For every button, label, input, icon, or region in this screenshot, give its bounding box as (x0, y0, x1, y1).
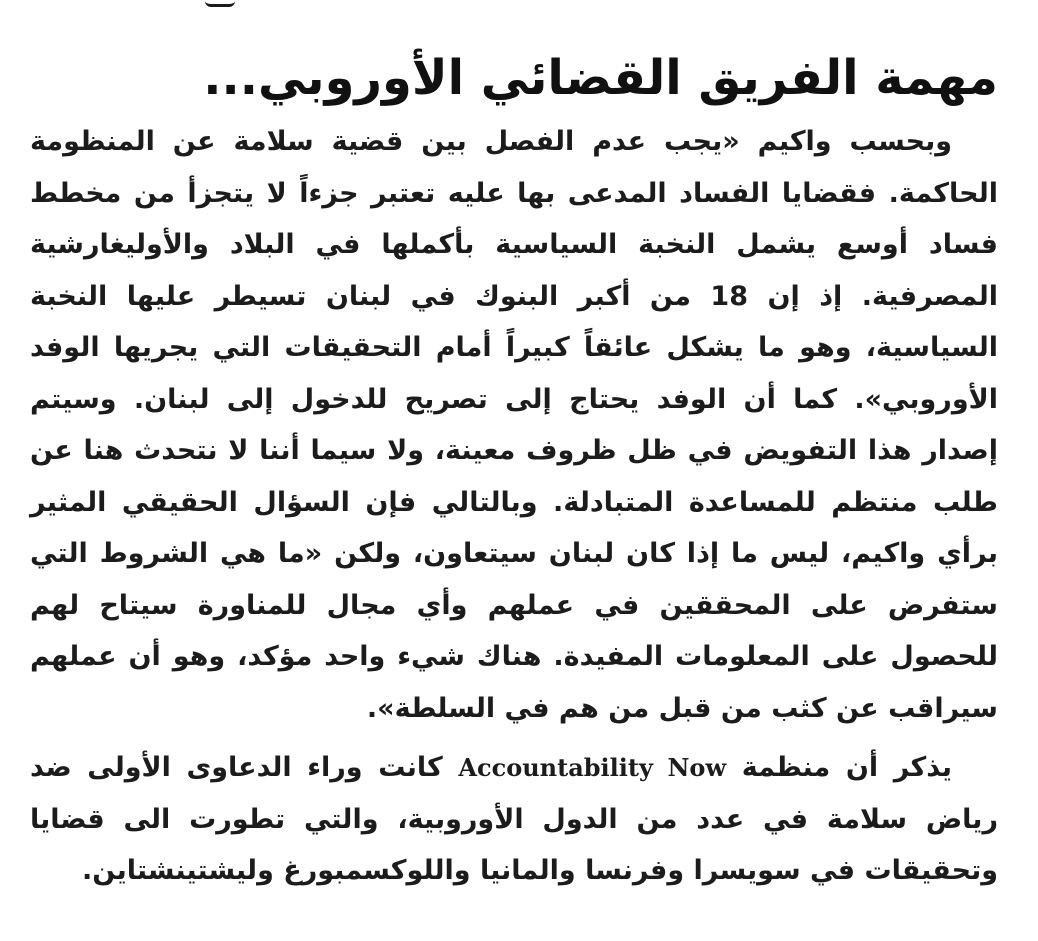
organization-name: Accountability Now (458, 753, 727, 782)
paragraph-2-start: يذكر أن منظمة (741, 752, 952, 783)
paragraph-1-text: وبحسب واكيم «يجب عدم الفصل بين قضية سلامة عن المنظومة الحاكمة. فقضايا الفساد المدعى بها عليه تعتبر جزءاً لا يتجزأ من مخطط فساد أوسع يشمل النخبة السياسية بأكملها في البلاد والأوليغارشية المصرفية. إذ إن 18 من أكبر البنوك في لبنان تسيطر عليها النخبة السياسية، وهو ما يشكل عائقاً كبيراً أمام التحقيقات التي يجريها الوفد الأوروبي». كما أن الوفد يحتاج إلى تصريح للدخول إلى لبنان. وسيتم إصدار هذا التفويض في ظل ظروف معينة، ولا سيما أننا لا نتحدث هنا عن طلب منتظم للمساعدة المتبادلة. وبالتالي فإن السؤال الحقيقي المثير برأي واكيم، ليس ما إذا كان لبنان سيتعاون، ولكن «ما هي الشروط التي ستفرض على المحققين في عملهم وأي مجال للمناورة سيتاح لهم للحصول على المعلومات المفيدة. هناك شيء واحد مؤكد، وهو أن عملهم سيراقب عن كثب من قبل من هم في السلطة». (30, 126, 999, 724)
article-body (30, 116, 998, 897)
top-decoration (205, 0, 235, 7)
article-paragraph-1 (30, 116, 998, 734)
article-page (30, 0, 998, 941)
article-headline: مهمة الفريق القضائي الأوروبي... (203, 50, 998, 106)
paragraph-2-rest: كانت وراء الدعاوى الأولى ضد رياض سلامة في عدد من الدول الأوروبية، والتي تطورت الى قضايا وتحقيقات في سويسرا وفرنسا والمانيا واللوكسمبورغ وليشتينشتاين. (30, 752, 998, 886)
article-paragraph-2 (30, 742, 998, 897)
paragraph-gap (30, 734, 998, 742)
